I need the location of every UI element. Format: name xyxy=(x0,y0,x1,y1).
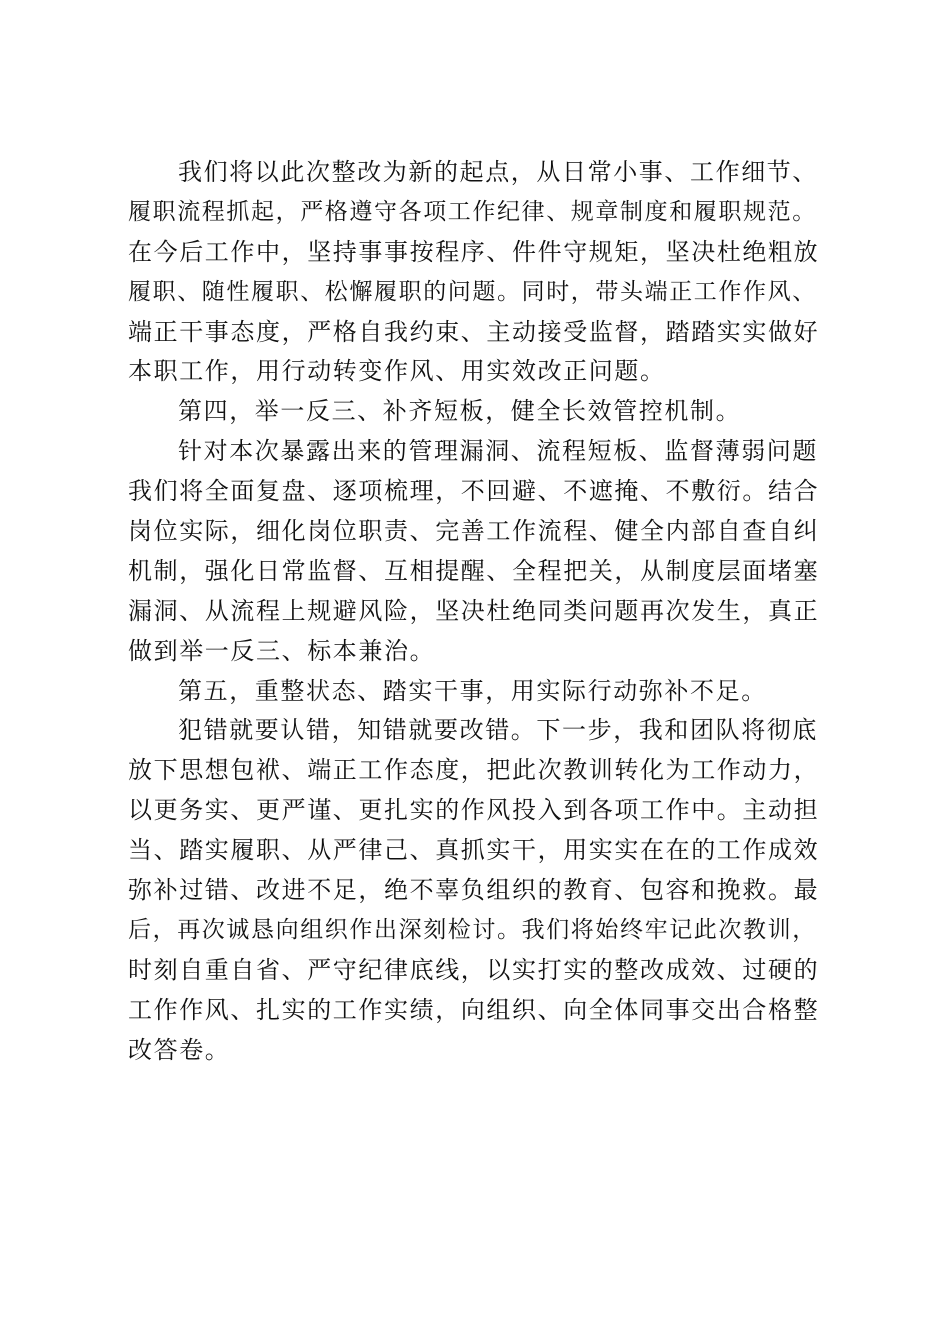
paragraph-line: 后，再次诚恳向组织作出深刻检讨。我们将始终牢记此次教训， xyxy=(128,916,817,943)
document-body xyxy=(128,153,828,1070)
paragraph-line: 工作作风、扎实的工作实绩，向组织、向全体同事交出合格整 xyxy=(128,995,820,1024)
paragraph-line: 针对本次暴露出来的管理漏洞、流程短板、监督薄弱问题 xyxy=(178,437,818,466)
paragraph-line: 在今后工作中，坚持事事按程序、件件守规矩，坚决杜绝粗放 xyxy=(128,237,820,266)
paragraph-line: 弥补过错、改进不足，绝不辜负组织的教育、包容和挽救。最 xyxy=(128,876,820,905)
paragraph-line: 我们将以此次整改为新的起点，从日常小事、工作细节、 xyxy=(178,158,818,186)
paragraph-line: 放下思想包袱、端正工作态度，把此次教训转化为工作动力， xyxy=(128,756,820,785)
section-heading: 第五，重整状态、踏实干事，用实际行动弥补不足。 xyxy=(178,676,767,705)
paragraph-line: 岗位实际，细化岗位职责、完善工作流程、健全内部自查自纠 xyxy=(128,517,820,546)
paragraph-line: 改答卷。 xyxy=(128,1035,231,1064)
paragraph-line: 做到举一反三、标本兼治。 xyxy=(128,636,436,665)
section-heading: 第四，举一反三、补齐短板，健全长效管控机制。 xyxy=(178,397,742,426)
paragraph-line: 机制，强化日常监督、互相提醒、全程把关，从制度层面堵塞 xyxy=(128,556,820,585)
paragraph-line: 履职、随性履职、松懈履职的问题。同时，带头端正工作作风、 xyxy=(128,278,817,305)
paragraph-line: 时刻自重自省、严守纪律底线，以实打实的整改成效、过硬的 xyxy=(128,955,820,984)
paragraph-line: 本职工作，用行动转变作风、用实效改正问题。 xyxy=(128,357,666,386)
paragraph-line: 当、踏实履职、从严律己、真抓实干，用实实在在的工作成效 xyxy=(128,836,820,865)
paragraph-line: 犯错就要认错，知错就要改错。下一步，我和团队将彻底 xyxy=(178,716,818,745)
paragraph-line: 以更务实、更严谨、更扎实的作风投入到各项工作中。主动担 xyxy=(128,796,820,825)
paragraph-line: 漏洞、从流程上规避风险，坚决杜绝同类问题再次发生，真正 xyxy=(128,596,820,625)
paragraph-line: 履职流程抓起，严格遵守各项工作纪律、规章制度和履职规范。 xyxy=(128,198,817,225)
paragraph-line: 我们将全面复盘、逐项梳理，不回避、不遮掩、不敷衍。结合 xyxy=(128,477,820,506)
paragraph-line: 端正干事态度，严格自我约束、主动接受监督，踏踏实实做好 xyxy=(128,317,820,346)
